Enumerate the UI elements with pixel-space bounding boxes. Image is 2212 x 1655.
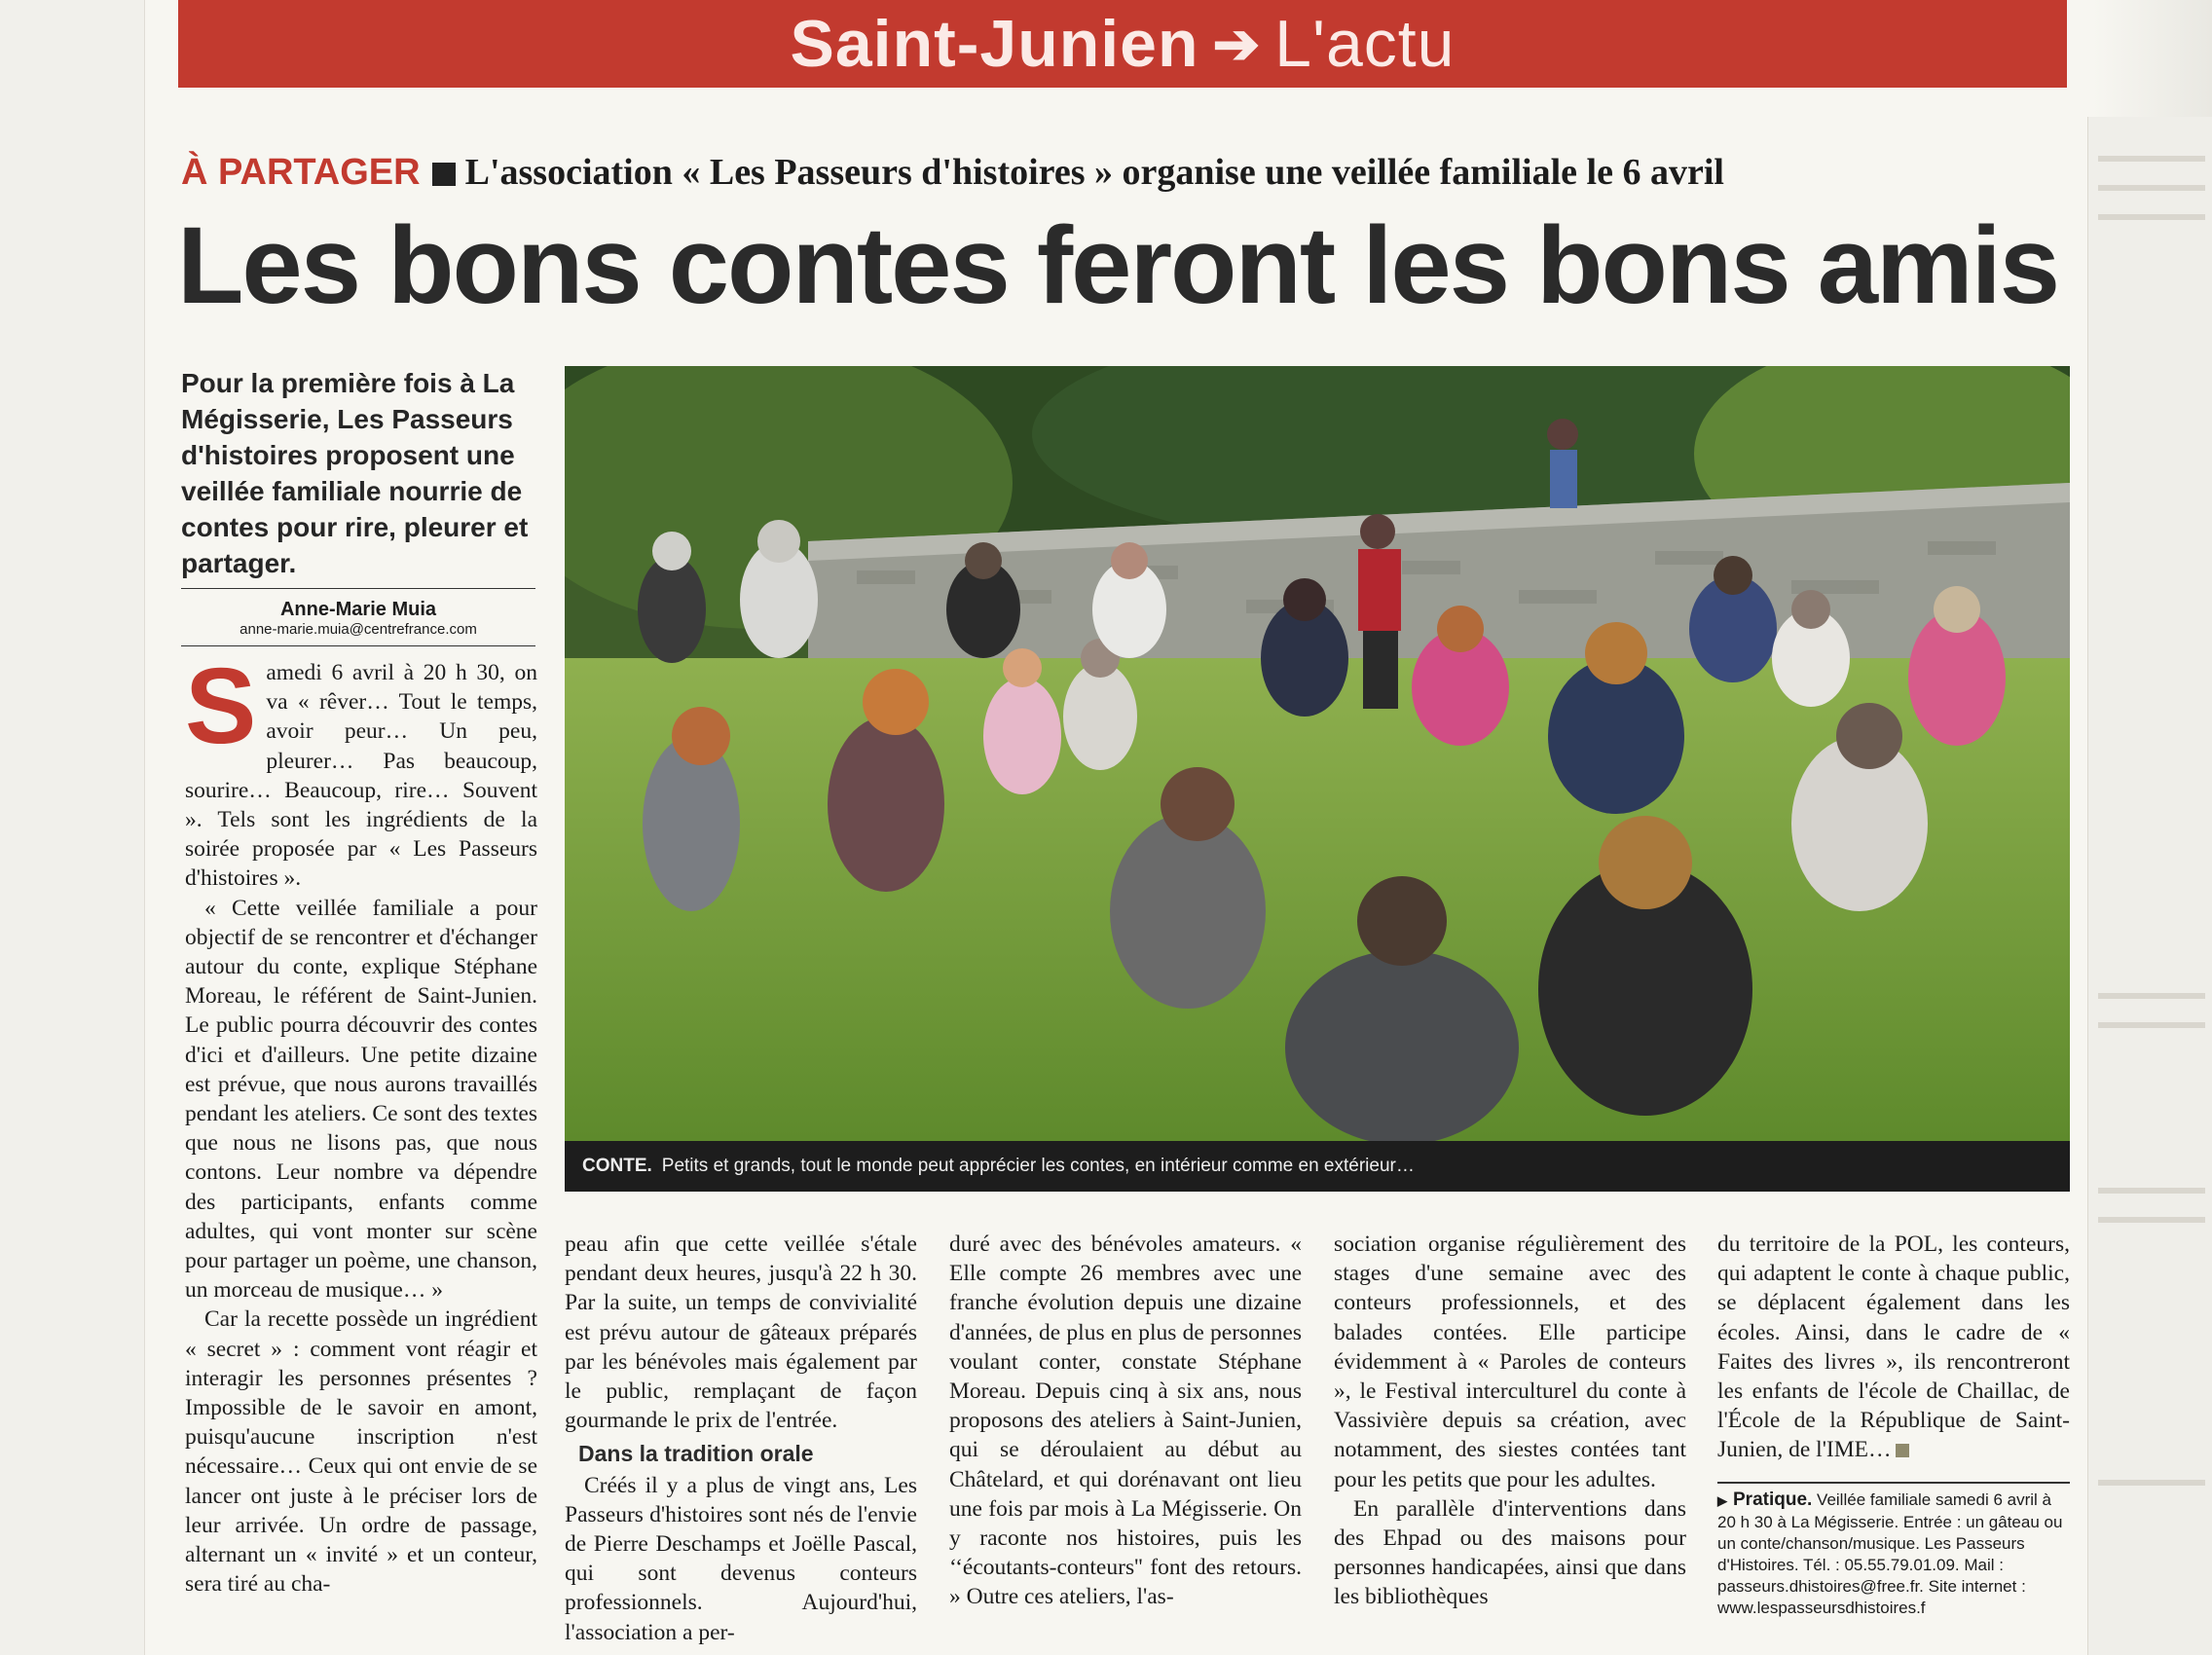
- headline: Les bons contes feront les bons amis: [177, 204, 2059, 326]
- article-column-5: [1717, 1230, 2070, 1465]
- intro-text: Pour la première fois à La Mégisserie, Les Passeurs d'histoires proposent une veillée familiale nourrie de contes pour rire, pleurer et partager.: [181, 368, 529, 578]
- practical-text: Veillée familiale samedi 6 avril à 20 h 30 à La Mégisserie. Entrée : un gâteau ou un conte/chanson/musique. Les Passeurs d'Histoires. Tél. : 05.55.79.01.09. Mail : passeurs.dhistoires@free.fr. Site internet : www.lespasseursdhistoires.f: [1717, 1490, 2063, 1617]
- kicker-tag: À PARTAGER: [181, 152, 421, 193]
- end-mark-icon: [1896, 1444, 1909, 1457]
- section-banner: [178, 0, 2067, 88]
- paragraph: du territoire de la POL, les conteurs, qui adaptent le conte à chaque public, se déplacent également dans les écoles. Ainsi, dans le cadre de « Faites des livres », ils rencontreront les enfants de l'école de Chaillac, de l'École de la République de Saint-Junien, de l'IME…: [1717, 1232, 2070, 1463]
- practical-title: ▶ Pratique.: [1717, 1490, 1812, 1510]
- paragraph: Samedi 6 avril à 20 h 30, on va « rêver… Tout le temps, avoir peur… Un peu, pleurer… Pas beaucoup, sourire… Beaucoup, rire… Souvent ». Tels sont les ingrédients de la soirée proposée par « Les Passeurs d'histoires ».: [185, 646, 537, 892]
- photo: [565, 366, 2070, 1141]
- paragraph: peau afin que cette veillée s'étale pendant deux heures, jusqu'à 22 h 30. Par la suite, un temps de convivialité est prévu autour de gâteaux préparés par les bénévoles mais également par le public, remplaçant de façon gourmande le prix de l'entrée.: [565, 1232, 917, 1434]
- drop-cap: S: [185, 646, 257, 766]
- paragraph: Car la recette possède un ingrédient « secret » : comment vont réagir et interagir les personnes présentes ? Impossible de le savoir en amont, puisqu'aucune inscription n'est nécessaire… Ceux qui ont envie de se lancer ont juste à le préciser lors de leur arrivée. Un ordre de passage, alternant un « invité » et un conteur, sera tiré au cha-: [185, 1306, 537, 1598]
- paragraph: « Cette veillée familiale a pour objectif de se rencontrer et d'échanger autour du conte, explique Stéphane Moreau, le référent de Saint-Junien. Le public pourra découvrir des contes d'ici et d'ailleurs. Une petite dizaine est prévue, que nous aurons travaillés pendant les ateliers. Ce sont des textes que nous ne lisons pas, que nous contons. Leur nombre va dépendre des participants, enfants comme adultes, qui vont monter sur scène pour partager un poème, une chanson, un morceau de musique… »: [185, 895, 537, 1304]
- caption-label: CONTE.: [582, 1156, 652, 1176]
- paragraph: En parallèle d'interventions dans des Ehpad ou des maisons pour personnes handicapées, ainsi que dans les bibliothèques: [1334, 1495, 1686, 1610]
- section-name: Saint-Junien: [790, 7, 1199, 81]
- subsection-name: L'actu: [1274, 7, 1456, 81]
- paragraph: duré avec des bénévoles amateurs. « Elle compte 26 membres avec une franche évolution depuis une dizaine d'années, de plus en plus de personnes voulant conter, constate Stéphane Moreau. Depuis cinq à six ans, nous proposons des ateliers à Saint-Junien, qui se déroulaient au début au Châtelard, et qui dorénavant ont lieu une fois par mois à La Mégisserie. On y raconte nos histoires, puis les ‘‘écoutants-conteurs'' font des retours. » Outre ces ateliers, l'as-: [949, 1232, 1302, 1610]
- arrow-icon: ➔: [1212, 13, 1262, 76]
- adjacent-page-right: [2087, 117, 2212, 1655]
- square-bullet-icon: [432, 163, 456, 186]
- subheading: Dans la tradition orale: [578, 1441, 814, 1467]
- storytelling-photo: [565, 366, 2070, 1141]
- author-email: anne-marie.muia@centrefrance.com: [240, 621, 477, 638]
- author-name: Anne-Marie Muia: [279, 599, 437, 620]
- article-column-4: [1334, 1230, 1686, 1612]
- kicker-text: L'association « Les Passeurs d'histoires » organise une veillée familiale le 6 avril: [464, 152, 1724, 193]
- kicker: [181, 151, 1724, 194]
- paragraph: sociation organise régulièrement des stages d'une semaine avec des conteurs professionnels, et des balades contées. Elle participe évidemment à « Paroles de conteurs », le Festival interculturel du conte à Vassivière depuis sa création, avec notamment, des siestes contées tant pour les petits que pour les adultes.: [1334, 1232, 1686, 1492]
- caption-text: Petits et grands, tout le monde peut apprécier les contes, en intérieur comme en extérieur…: [661, 1156, 1415, 1176]
- practical-info-box: [1717, 1482, 2070, 1619]
- photo-caption: [565, 1141, 2070, 1192]
- byline: [181, 588, 535, 646]
- paragraph: Créés il y a plus de vingt ans, Les Passeurs d'histoires sont nés de l'envie de Pierre Deschamps et Joëlle Pascal, qui sont devenus conteurs professionnels. Aujourd'hui, l'association a per-: [565, 1472, 917, 1645]
- adjacent-page-left: [0, 0, 145, 1655]
- article-column-2: [565, 1230, 917, 1647]
- article-column-3: [949, 1230, 1302, 1612]
- article-column-1: [185, 646, 537, 1600]
